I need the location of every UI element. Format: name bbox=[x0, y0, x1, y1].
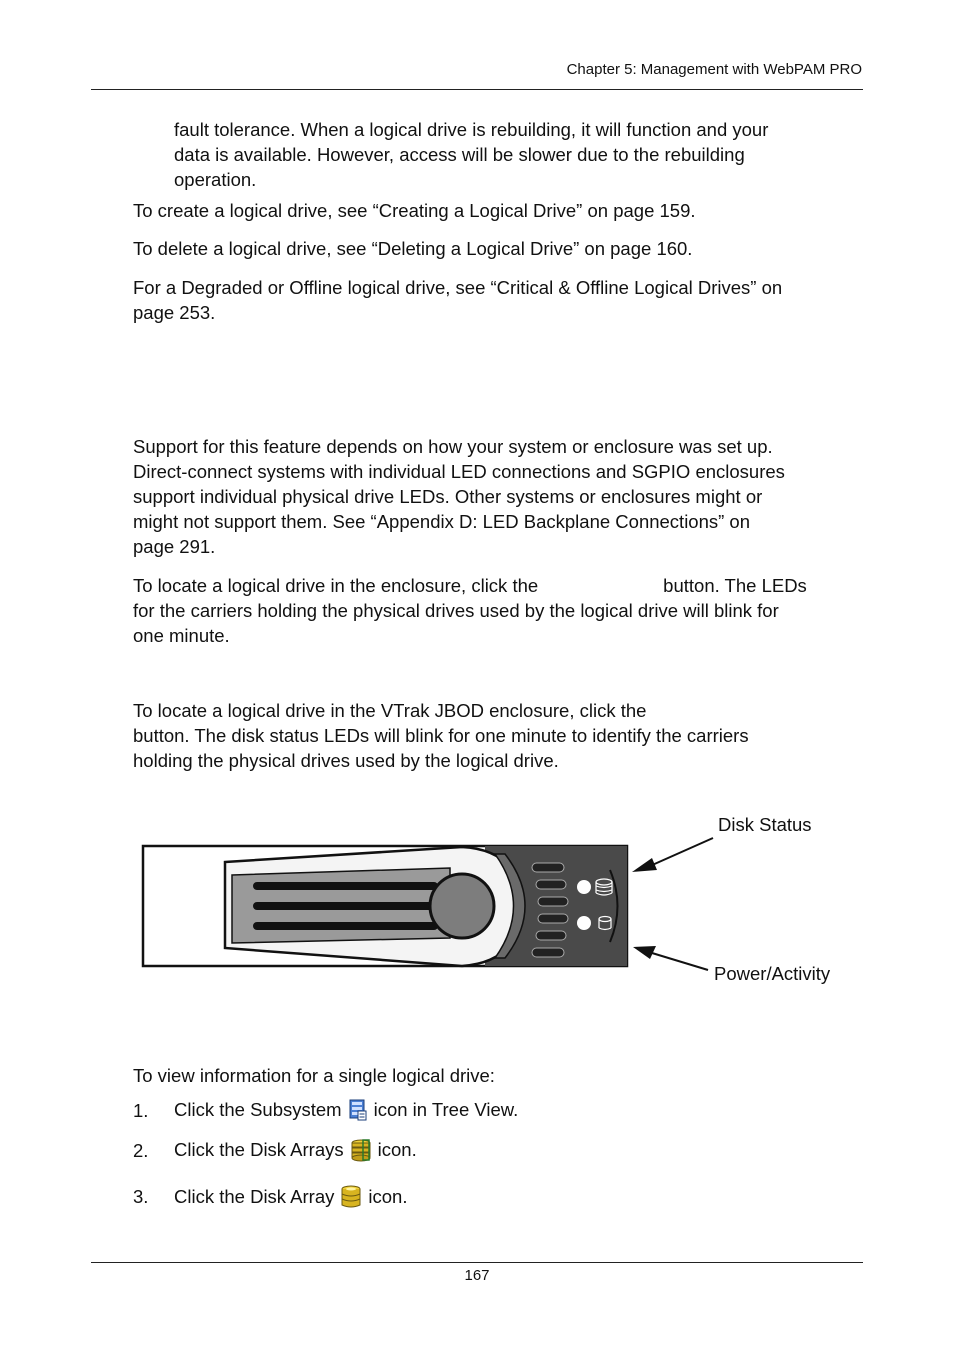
text-line: fault tolerance. When a logical drive is rebuilding, it will function and your bbox=[174, 119, 769, 140]
create-reference bbox=[133, 198, 863, 223]
step-text-after: icon. bbox=[377, 1139, 417, 1160]
text-line: page 253. bbox=[133, 302, 216, 323]
locate-enclosure-paragraph bbox=[133, 573, 863, 648]
text-line: Support for this feature depends on how your system or enclosure was set up. bbox=[133, 436, 773, 457]
power-activity-led bbox=[577, 916, 591, 930]
vent-bar bbox=[538, 914, 568, 923]
power-activity-label: Power/Activity bbox=[714, 963, 831, 984]
latch-slot bbox=[253, 882, 438, 890]
step-number: 2. bbox=[133, 1140, 149, 1161]
text-line: one minute. bbox=[133, 625, 230, 646]
step-text-before: Click the Subsystem bbox=[174, 1099, 342, 1120]
text-line: operation. bbox=[174, 169, 257, 190]
vent-bar bbox=[538, 897, 568, 906]
text-line: To locate a logical drive in the VTrak JBOD enclosure, click the bbox=[133, 700, 647, 721]
support-paragraph bbox=[133, 434, 863, 559]
release-button bbox=[430, 874, 494, 938]
vent-bar bbox=[532, 863, 564, 872]
arrowhead bbox=[633, 946, 656, 959]
disk-status-callout-line bbox=[650, 838, 713, 866]
delete-reference bbox=[133, 236, 863, 261]
text-fragment: button. The LEDs bbox=[663, 575, 807, 596]
footer-rule bbox=[91, 1262, 863, 1263]
text-line: Direct-connect systems with individual LED connections and SGPIO enclosures bbox=[133, 461, 785, 482]
text-line: might not support them. See “Appendix D: LED Backplane Connections” on bbox=[133, 511, 751, 532]
step-number: 3. bbox=[133, 1186, 149, 1207]
arrowhead bbox=[632, 858, 657, 872]
disk-array-icon bbox=[340, 1184, 362, 1210]
text-line bbox=[133, 573, 863, 598]
text-line: button. The disk status LEDs will blink for one minute to identify the carriers bbox=[133, 725, 749, 746]
text-fragment: To locate a logical drive in the enclosure, click the bbox=[133, 575, 539, 596]
vent-bar bbox=[536, 880, 566, 889]
power-activity-callout-line bbox=[652, 953, 708, 970]
fault-tolerance-paragraph bbox=[174, 117, 864, 192]
text-line: To create a logical drive, see “Creating a Logical Drive” on page 159. bbox=[133, 200, 696, 221]
disk-status-led bbox=[577, 880, 591, 894]
step-text-before: Click the Disk Array bbox=[174, 1186, 335, 1207]
step-text-before: Click the Disk Arrays bbox=[174, 1139, 344, 1160]
text-line: To delete a logical drive, see “Deleting a Logical Drive” on page 160. bbox=[133, 238, 693, 259]
subsystem-icon bbox=[348, 1098, 368, 1122]
step-text-after: icon. bbox=[368, 1186, 408, 1207]
text-line: To view information for a single logical drive: bbox=[133, 1065, 495, 1086]
latch-slot bbox=[253, 922, 438, 930]
text-line: for the carriers holding the physical drives used by the logical drive will blink for bbox=[133, 600, 779, 621]
step-text-after: icon in Tree View. bbox=[373, 1099, 519, 1120]
text-line: support individual physical drive LEDs. Other systems or enclosures might or bbox=[133, 486, 763, 507]
view-info-intro bbox=[133, 1063, 863, 1088]
chapter-header: Chapter 5: Management with WebPAM PRO bbox=[566, 61, 862, 78]
step-3 bbox=[174, 1184, 407, 1210]
text-line: For a Degraded or Offline logical drive, see “Critical & Offline Logical Drives” on bbox=[133, 277, 783, 298]
text-line: holding the physical drives used by the logical drive. bbox=[133, 750, 559, 771]
header-rule bbox=[91, 89, 863, 90]
step-2 bbox=[174, 1138, 417, 1162]
page-number: 167 bbox=[464, 1267, 490, 1284]
vent-bar bbox=[536, 931, 566, 940]
step-number: 1. bbox=[133, 1100, 149, 1121]
disk-arrays-icon bbox=[350, 1138, 372, 1162]
degraded-reference bbox=[133, 275, 863, 325]
disk-status-label: Disk Status bbox=[718, 814, 812, 835]
latch-slot bbox=[253, 902, 438, 910]
text-line: data is available. However, access will be slower due to the rebuilding bbox=[174, 144, 745, 165]
vent-bar bbox=[532, 948, 564, 957]
text-line: page 291. bbox=[133, 536, 216, 557]
step-1 bbox=[174, 1098, 518, 1122]
locate-jbod-paragraph bbox=[133, 698, 863, 773]
